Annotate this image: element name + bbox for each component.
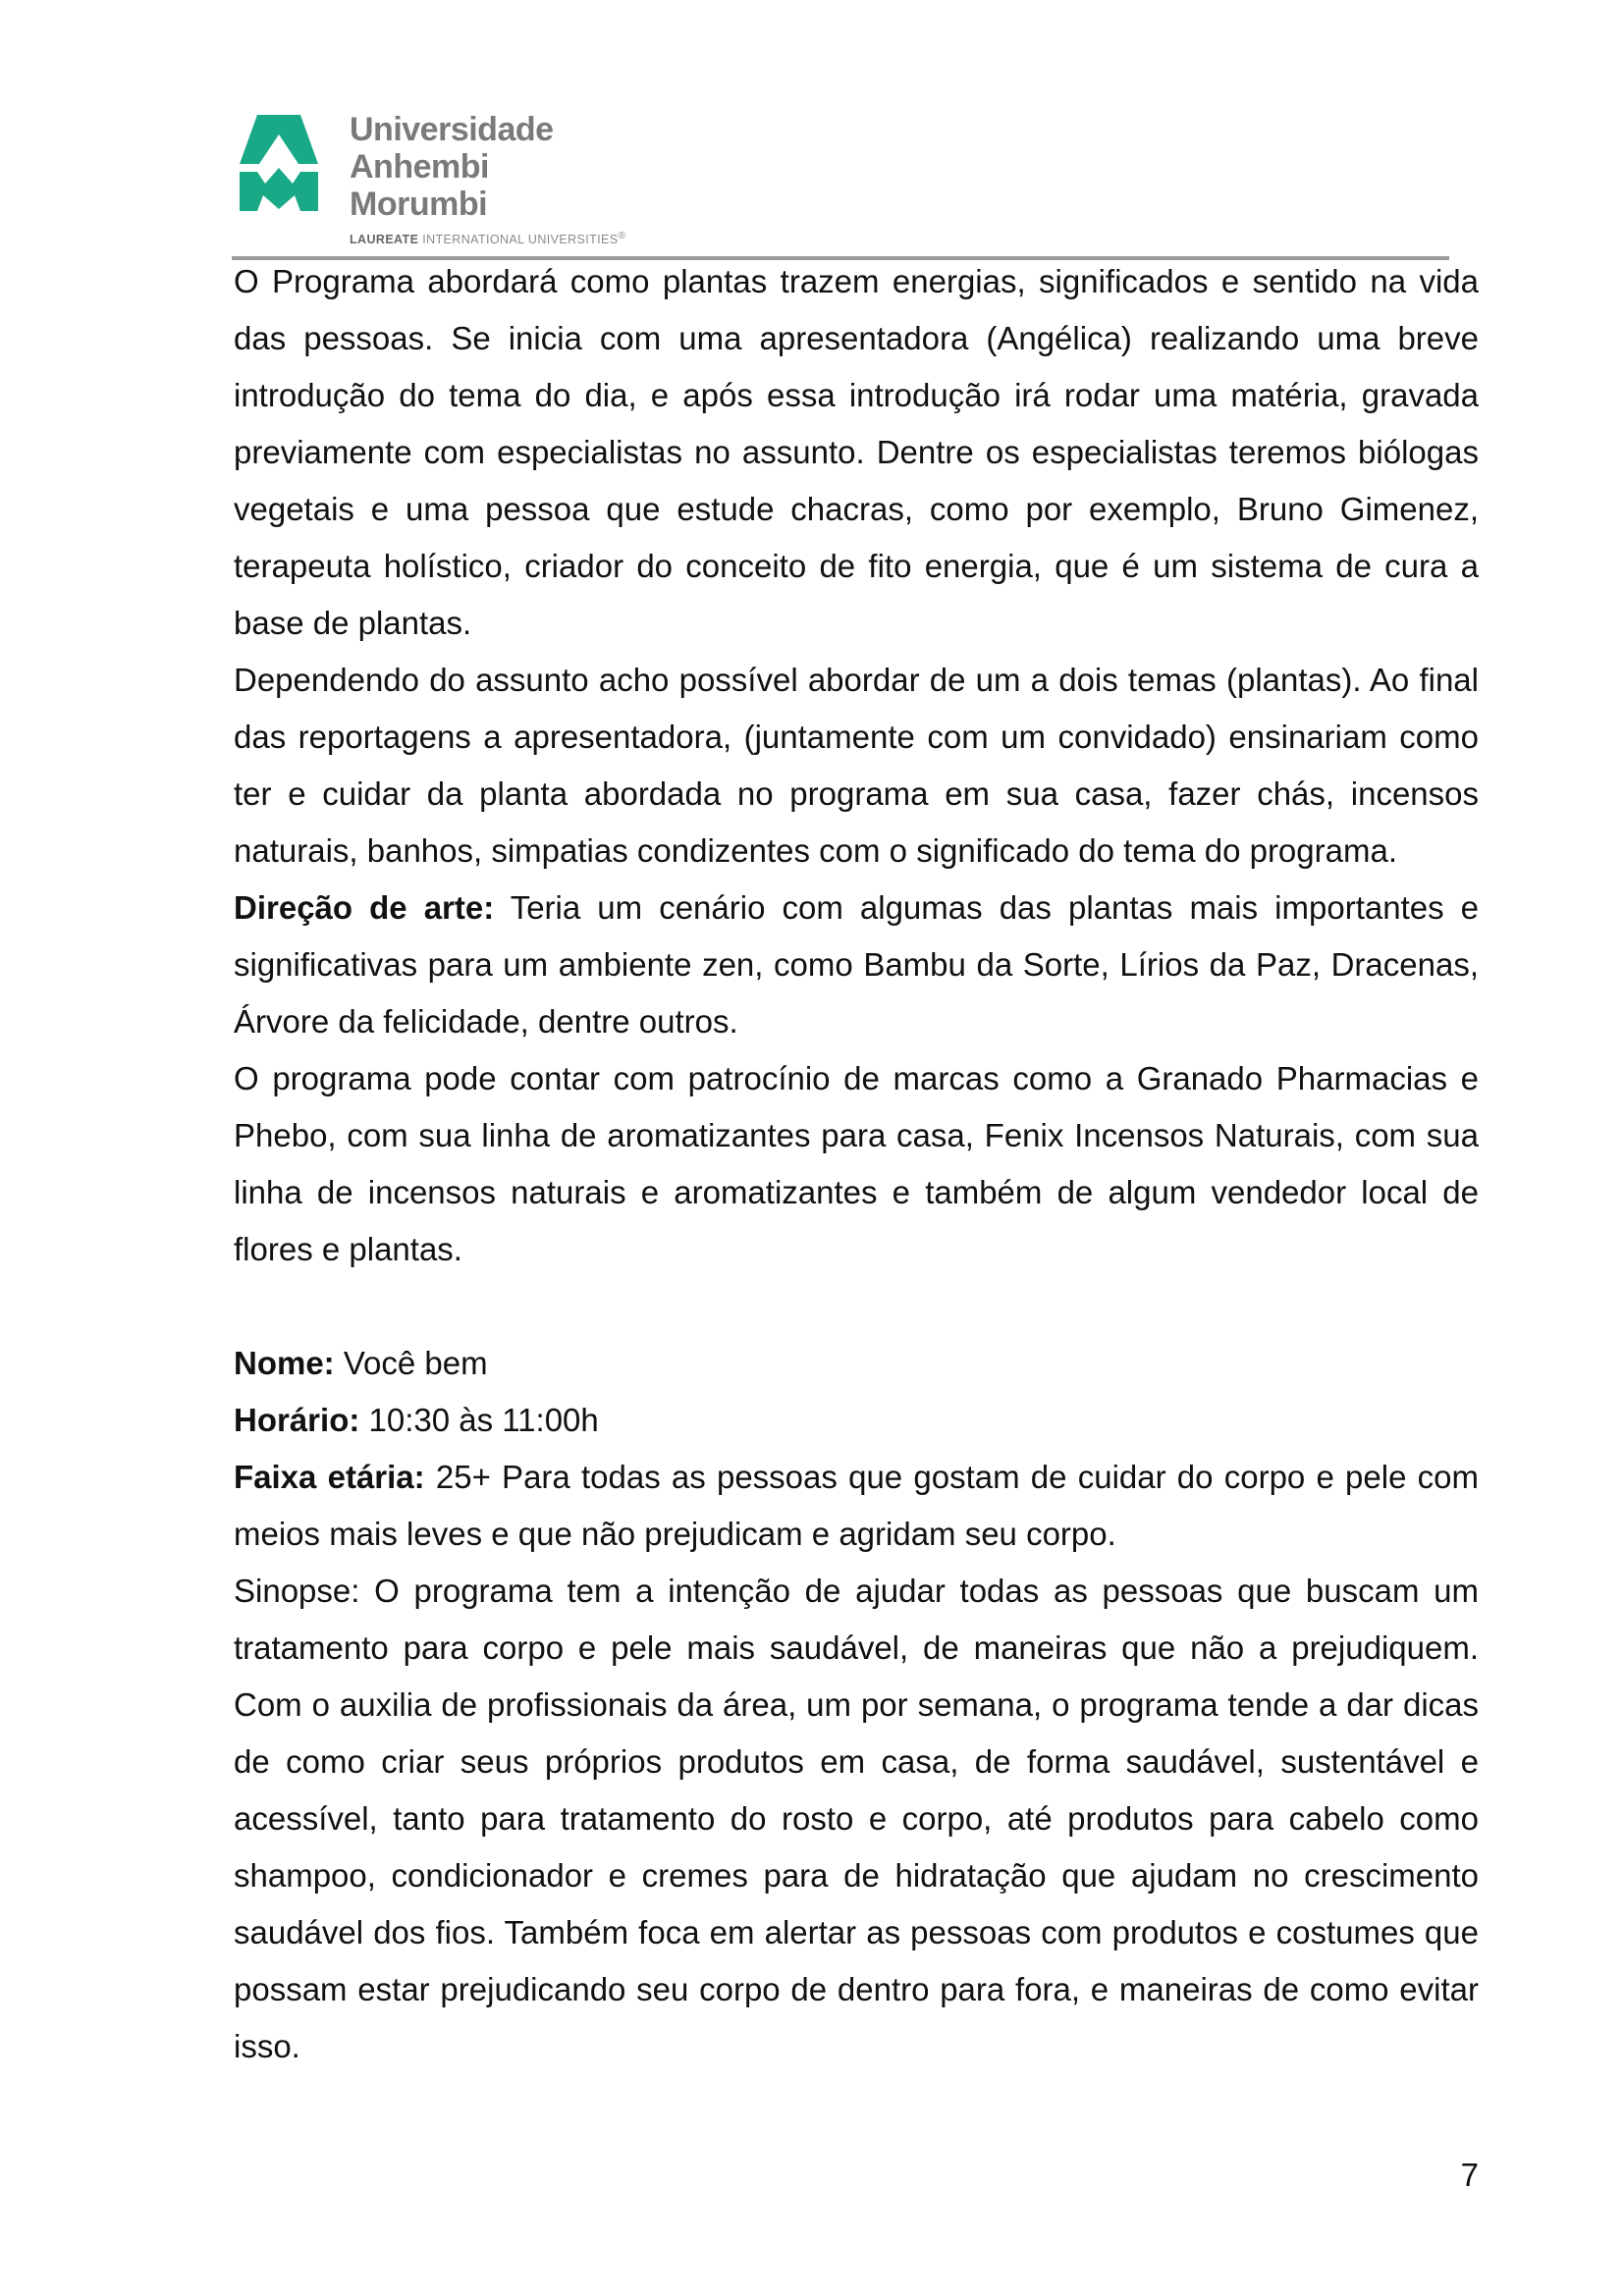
logo-text xyxy=(350,111,632,246)
logo-laureate-bold: LAUREATE xyxy=(350,233,419,247)
university-logo xyxy=(240,101,632,247)
show-time-label: Horário: xyxy=(234,1402,360,1438)
show-time-value: 10:30 às 11:00h xyxy=(359,1402,599,1438)
paragraph-spacer xyxy=(234,1278,1479,1335)
logo-university-label: Universidade xyxy=(350,111,554,148)
show-name-label: Nome: xyxy=(234,1345,335,1381)
show-age-label: Faixa etária: xyxy=(234,1459,425,1495)
show-age-line xyxy=(234,1449,1479,1563)
show-age-value: 25+ Para todas as pessoas que gostam de cuidar do corpo e pele com meios mais leves e que não prejudicam e agridam seu corpo. xyxy=(234,1459,1479,1552)
intro-paragraph: O Programa abordará como plantas trazem energias, significados e sentido na vida das pessoas. Se inicia com uma apresentadora (Angélica) realizando uma breve introdução do tema do dia, e após essa introdução irá rodar uma matéria, gravada previamente com especialistas no assunto. Dentre os especialistas teremos biólogas vegetais e uma pessoa que estude chacras, como por exemplo, Bruno Gimenez, terapeuta holístico, criador do conceito de fito energia, que é um sistema de cura a base de plantas. xyxy=(234,263,1479,641)
show-name-value: Você bem xyxy=(334,1345,488,1381)
document-body xyxy=(234,253,1479,2075)
logo-name-label: Anhembi Morumbi xyxy=(350,148,489,223)
show-time-line xyxy=(234,1392,1479,1449)
anhembi-morumbi-logo-icon xyxy=(240,115,318,211)
synopsis-paragraph: Sinopse: O programa tem a intenção de ajudar todas as pessoas que buscam um tratamento para corpo e pele mais saudável, de maneiras que não a prejudiquem. Com o auxilia de profissionais da área, um por semana, o programa tende a dar dicas de como criar seus próprios produtos em casa, de forma saudável, sustentável e acessível, tanto para tratamento do rosto e corpo, até produtos para cabelo como shampoo, condicionador e cremes para de hidratação que ajudam no crescimento saudável dos fios. Também foca em alertar as pessoas com produtos e costumes que possam estar prejudicando seu corpo de dentro para fora, e maneiras de como evitar isso. xyxy=(234,1573,1479,2064)
art-direction-paragraph xyxy=(234,880,1479,1050)
depending-paragraph: Dependendo do assunto acho possível abordar de um a dois temas (plantas). Ao final das reportagens a apresentadora, (juntamente com um convidado) ensinariam como ter e cuidar da planta abordada no programa em sua casa, fazer chás, incensos naturais, banhos, simpatias condizentes com o significado do tema do programa. xyxy=(234,662,1479,869)
sponsorship-paragraph: O programa pode contar com patrocínio de marcas como a Granado Pharmacias e Phebo, com sua linha de aromatizantes para casa, Fenix Incensos Naturais, com sua linha de incensos naturais e aromatizantes e também de algum vendedor local de flores e plantas. xyxy=(234,1060,1479,1267)
logo-laureate-rest: INTERNATIONAL UNIVERSITIES xyxy=(418,233,619,247)
art-direction-label: Direção de arte: xyxy=(234,889,495,926)
logo-trademark: ® xyxy=(618,231,626,241)
logo-laureate-label xyxy=(350,231,632,246)
page-number: 7 xyxy=(1460,2157,1479,2193)
show-name-line xyxy=(234,1335,1479,1392)
art-direction-text: Teria um cenário com algumas das plantas mais importantes e significativas para um ambiente zen, como Bambu da Sorte, Lírios da Paz, Dracenas, Árvore da felicidade, dentre outros. xyxy=(234,889,1480,1040)
